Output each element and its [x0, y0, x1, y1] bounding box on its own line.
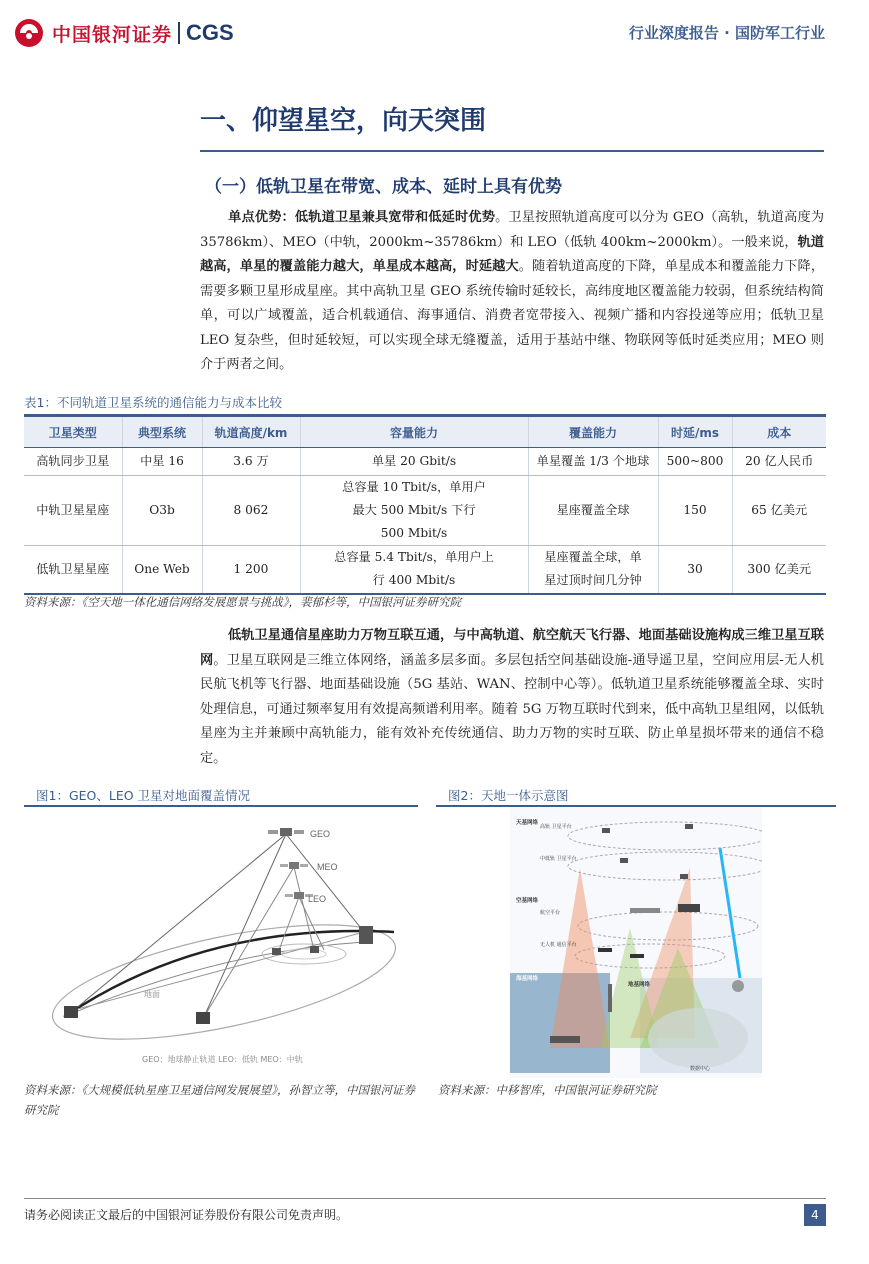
table-header: 成本: [732, 416, 826, 448]
table-cell: 30: [658, 546, 732, 594]
label-space-net: 天基网络: [516, 820, 539, 826]
table-header-row: [24, 416, 826, 448]
geo-satellite-icon: [268, 828, 304, 836]
satellite-icon: [620, 858, 628, 863]
ground-station-icon: [196, 1012, 210, 1024]
table-header: 覆盖能力: [528, 416, 658, 448]
airplane-icon: [630, 908, 660, 913]
logo-text-cn: 中国银河证券: [52, 23, 173, 46]
meo-label: MEO: [317, 862, 338, 872]
ground-station-icon: [359, 926, 373, 944]
figure2-caption-rule: [436, 805, 836, 807]
space-air-ground-figure: [510, 808, 762, 1078]
table-header: 卫星类型: [24, 416, 122, 448]
table-cell: 中星 16: [122, 448, 202, 476]
table-cell: 150: [658, 476, 732, 546]
table-header: 时延/ms: [658, 416, 732, 448]
label-sea-net: 海基网络: [516, 976, 539, 982]
table-cell: 1 200: [202, 546, 300, 594]
geo-label: GEO: [310, 829, 331, 839]
table-cell: 低轨卫星星座: [24, 546, 122, 594]
geo-leo-coverage-figure: [24, 812, 418, 1074]
antenna-icon: [732, 980, 744, 992]
figure2-caption: 图2：天地一体示意图: [448, 788, 569, 803]
table1-source: 资料来源：《空天地一体化通信网络发展愿景与挑战》，裴郁杉等，中国银河证券研究院: [24, 595, 461, 609]
label-ground-net: 地基网络: [628, 982, 651, 988]
label-high-orbit: 高轨 卫星平台: [540, 824, 572, 830]
table-row: [24, 448, 826, 476]
para1-bold: 轨道越高，单星的覆盖能力越大，单星成本越高，时延越大: [200, 234, 824, 274]
satellite-icon: [602, 828, 610, 833]
helicopter-icon: [678, 904, 700, 912]
table-cell: 500~800: [658, 448, 732, 476]
table-cell: 总容量 10 Tbit/s，单用户最大 500 Mbit/s 下行 500 Mbit/s: [300, 476, 528, 546]
logo-text-en: CGS: [186, 20, 234, 45]
cgs-logo-icon: [14, 18, 44, 48]
label-data-center: 数据中心: [690, 1066, 711, 1072]
footer-divider: [24, 1198, 826, 1199]
para2-text: 。卫星互联网是三维立体网络，涵盖多层多面。多层包括空间基础设施-通导遥卫星，空间应用层-无人机民航飞机等飞行器、地面基础设施（5G 基站、WAN、控制中心等）。低轨道卫星系统能够覆盖全球、实时处理信息，可通过频率复用有效提高频谱利用率。随着 5G 万物互联时代到来，低中高轨卫星组网，以低轨星座为主并兼顾中高轨能力，能有效补充传统通信、助力万物的实时互联、防止单星损坏带来的通信不稳定。: [200, 652, 824, 766]
label-aviation: 航空平台: [540, 910, 561, 916]
company-logo: [14, 16, 234, 50]
table-row: [24, 476, 826, 546]
report-type: 行业深度报告 · 国防军工行业: [628, 24, 825, 42]
table-cell: 总容量 5.4 Tbit/s，单用户上行 400 Mbit/s: [300, 546, 528, 594]
table-cell: 65 亿美元: [732, 476, 826, 546]
section-title: 一、仰望星空，向天突围: [200, 106, 487, 136]
comparison-table: [24, 414, 826, 595]
label-air-net: 空基网络: [516, 898, 539, 904]
table-header: 轨道高度/km: [202, 416, 300, 448]
paragraph-2: [200, 624, 824, 771]
para2-lead: 低轨卫星通信星座助力万物互联互通，与中高轨道、航空航天飞行器、地面基础设施构成三维卫星互联网: [200, 628, 824, 668]
table-cell: 3.6 万: [202, 448, 300, 476]
figure1-caption-rule: [24, 805, 418, 807]
table-cell: 星座覆盖全球: [528, 476, 658, 546]
base-station-icon: [608, 984, 612, 1012]
section-divider: [200, 150, 824, 152]
ground-label: 地面: [144, 990, 160, 999]
meo-satellite-icon: [280, 862, 308, 869]
table-cell: One Web: [122, 546, 202, 594]
table-header: 容量能力: [300, 416, 528, 448]
figure1-source: 资料来源：《大规模低轨星座卫星通信网发展展望》，孙智立等，中国银河证券研究院: [24, 1083, 415, 1117]
para1-lead: 单点优势：低轨道卫星兼具宽带和低延时优势: [228, 210, 496, 225]
table-cell: O3b: [122, 476, 202, 546]
figure1-caption: 图1：GEO、LEO 卫星对地面覆盖情况: [36, 788, 251, 803]
logo-divider: [178, 22, 180, 44]
figure2-source: 资料来源：中移智库，中国银河证券研究院: [438, 1083, 657, 1097]
table-cell: 中轨卫星星座: [24, 476, 122, 546]
table-cell: 20 亿人民币: [732, 448, 826, 476]
ship-icon: [550, 1036, 580, 1043]
table-row: [24, 546, 826, 594]
table-header: 典型系统: [122, 416, 202, 448]
table1-caption: 表1：不同轨道卫星系统的通信能力与成本比较: [24, 395, 282, 410]
para1-text-c: 。随着轨道高度的下降，单星成本和覆盖能力下降，需要多颗卫星形成星座。其中高轨卫星 GEO 系统传输时延较长，高纬度地区覆盖能力较弱，但系统结构简单，可以广域覆盖，适合机载通信、海事通信、消费者宽带接入、视频广播和内容投递等应用；低轨卫星 LEO 复杂些，但时延较短，可以实现全球无缝覆盖，适用于基站中继、物联网等低时延类应用；MEO 则介于两者之间。: [200, 259, 825, 372]
page-number: 4: [804, 1204, 826, 1226]
leo-label: LEO: [308, 894, 327, 904]
para1-text-a: 。卫星按照轨道高度可以分为 GEO（高轨，轨道高度为 35786km）、MEO（中轨，2000km~35786km）和 LEO（低轨 400km~2000km）。一般来说，: [200, 210, 825, 250]
label-uav: 无人机 通信平台: [540, 942, 577, 948]
subsection-title: （一）低轨卫星在带宽、成本、延时上具有优势: [205, 177, 562, 197]
table-cell: 300 亿美元: [732, 546, 826, 594]
table-cell: 8 062: [202, 476, 300, 546]
disclaimer: 请务必阅读正文最后的中国银河证券股份有限公司免责声明。: [24, 1208, 349, 1222]
table-cell: 单星覆盖 1/3 个地球: [528, 448, 658, 476]
paragraph-1: [200, 206, 824, 378]
table-cell: 单星 20 Gbit/s: [300, 448, 528, 476]
ground-station-icon: [64, 1006, 78, 1018]
satellite-icon: [685, 824, 693, 829]
label-mid-low-orbit: 中低轨 卫星平台: [540, 856, 577, 862]
table-cell: 星座覆盖全球，单星过顶时间几分钟: [528, 546, 658, 594]
table-cell: 高轨同步卫星: [24, 448, 122, 476]
satellite-icon: [680, 874, 688, 879]
figure1-legend: GEO：地球静止轨道 LEO：低轨 MEO：中轨: [142, 1055, 303, 1064]
